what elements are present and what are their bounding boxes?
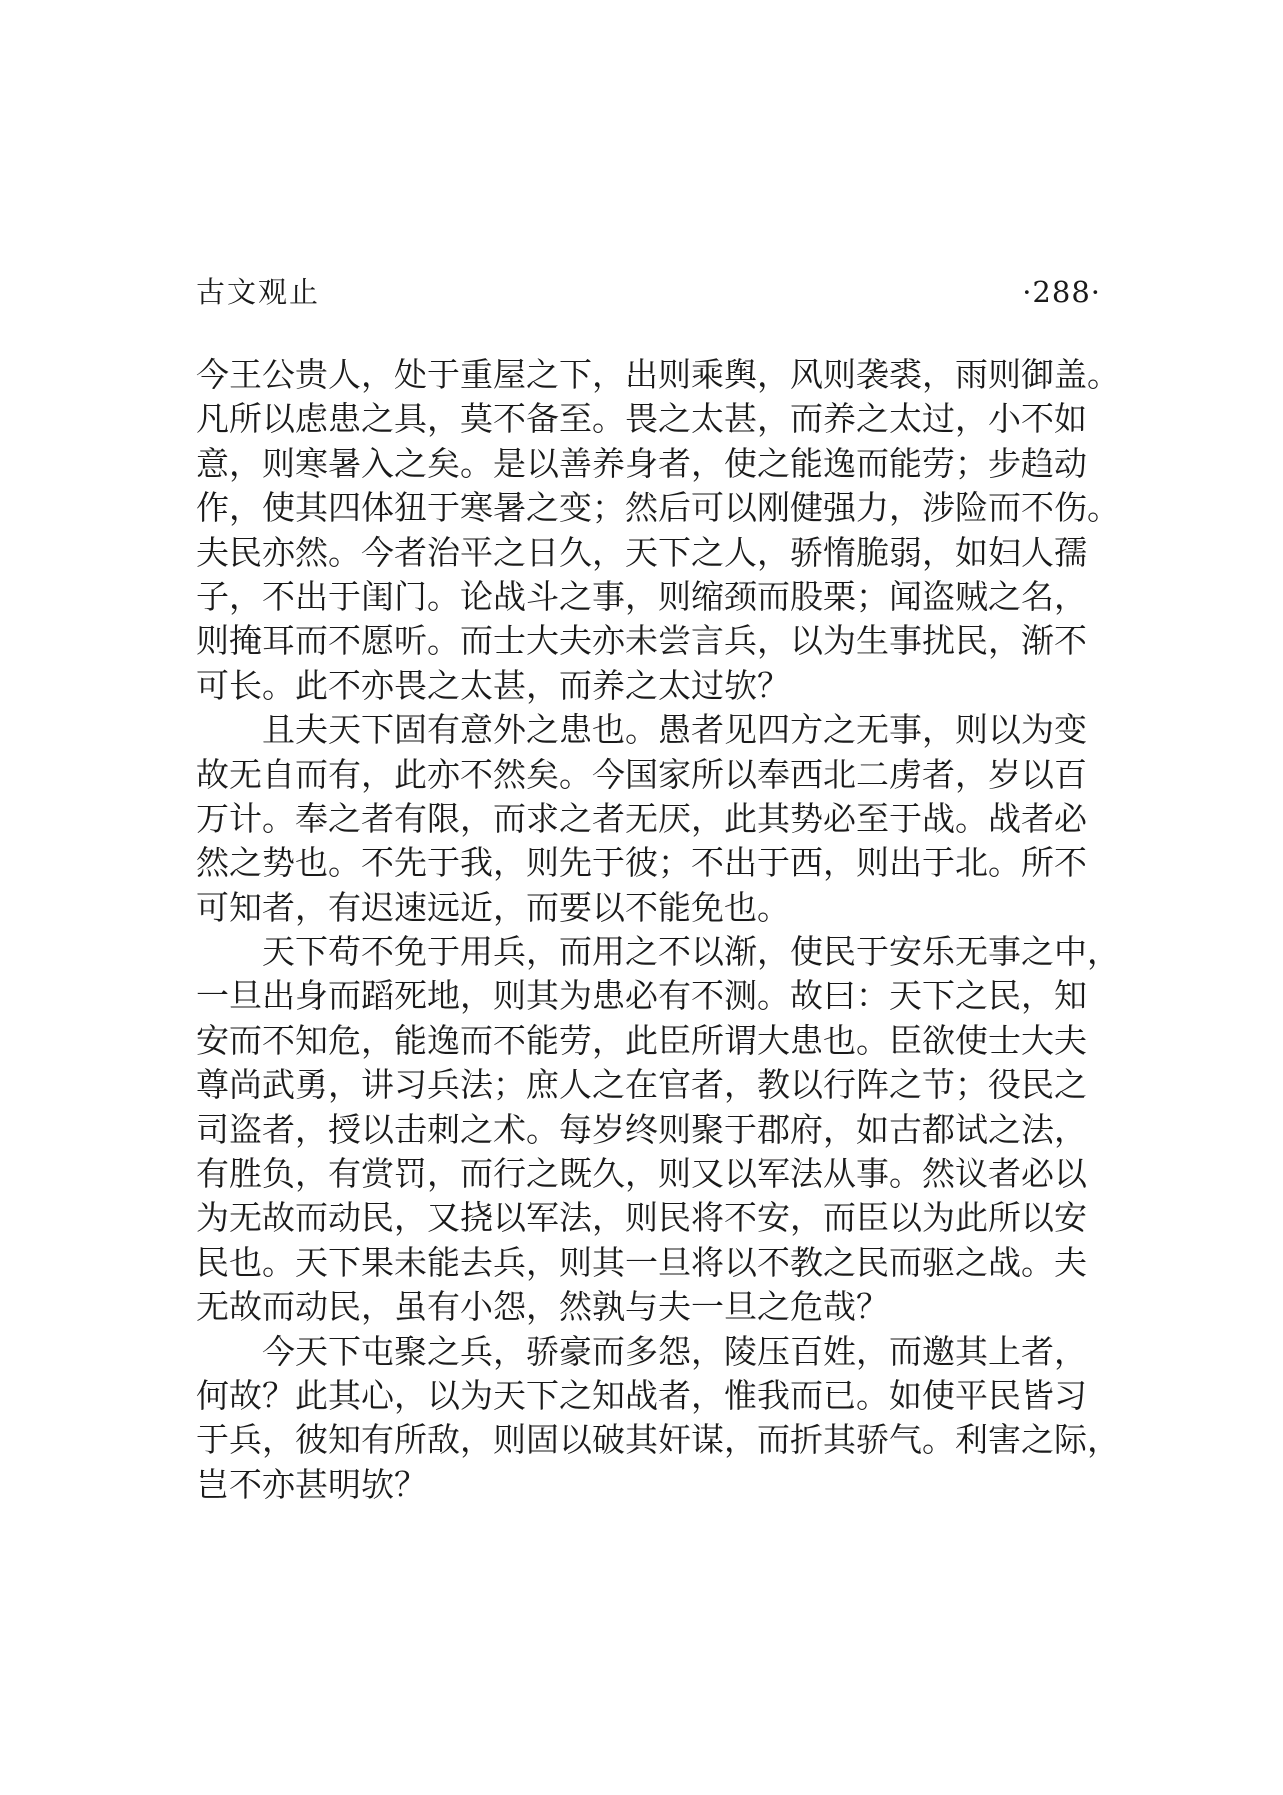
text-line: 可知者，有迟速远近，而要以不能免也。 [196, 887, 790, 927]
body-text [196, 353, 1120, 1507]
text-line: 且夫天下固有意外之患也。愚者见四方之无事，则以为变 [262, 710, 1087, 750]
text-line: 今王公贵人，处于重屋之下，出则乘舆，风则袭裘，雨则御盖。 [196, 355, 1120, 394]
text-line: 一旦出身而蹈死地，则其为患必有不测。故曰：天下之民，知 [196, 976, 1087, 1016]
text-line: 则掩耳而不愿听。而士大夫亦未尝言兵，以为生事扰民，渐不 [196, 621, 1087, 661]
text-line: 有胜负，有赏罚，而行之既久，则又以军法从事。然议者必以 [196, 1154, 1087, 1194]
page-number: ·288· [1022, 275, 1101, 309]
text-line: 然之势也。不先于我，则先于彼；不出于西，则出于北。所不 [196, 843, 1087, 883]
text-line: 夫民亦然。今者治平之日久，天下之人，骄惰脆弱，如妇人孺 [196, 532, 1087, 572]
text-line: 司盗者，授以击刺之术。每岁终则聚于郡府，如古都试之法， [196, 1109, 1087, 1149]
book-title: 古文观止 [196, 275, 321, 309]
text-line: 天下苟不免于用兵，而用之不以渐，使民于安乐无事之中， [262, 932, 1120, 972]
text-line: 意，则寒暑入之矣。是以善养身者，使之能逸而能劳；步趋动 [196, 443, 1087, 483]
text-line: 故无自而有，此亦不然矣。今国家所以奉西北二虏者，岁以百 [196, 754, 1087, 794]
text-line: 为无故而动民，又挠以军法，则民将不安，而臣以为此所以安 [196, 1198, 1087, 1238]
text-line: 可长。此不亦畏之太甚，而养之太过欤？ [196, 665, 790, 705]
text-line: 无故而动民，虽有小怨，然孰与夫一旦之危哉？ [196, 1287, 889, 1327]
text-line: 岂不亦甚明欤？ [196, 1464, 427, 1504]
text-line: 尊尚武勇，讲习兵法；庶人之在官者，教以行阵之节；役民之 [196, 1065, 1087, 1105]
text-line: 安而不知危，能逸而不能劳，此臣所谓大患也。臣欲使士大夫 [196, 1020, 1087, 1060]
text-line: 凡所以虑患之具，莫不备至。畏之太甚，而养之太过，小不如 [196, 399, 1087, 439]
text-line: 何故？此其心，以为天下之知战者，惟我而已。如使平民皆习 [196, 1375, 1087, 1415]
text-line: 民也。天下果未能去兵，则其一旦将以不教之民而驱之战。夫 [196, 1242, 1087, 1282]
text-line: 作，使其四体狃于寒暑之变；然后可以刚健强力，涉险而不伤。 [196, 488, 1120, 528]
text-line: 万计。奉之者有限，而求之者无厌，此其势必至于战。战者必 [196, 798, 1087, 838]
text-line: 于兵，彼知有所敌，则固以破其奸谋，而折其骄气。利害之际， [196, 1420, 1120, 1460]
text-line: 今天下屯聚之兵，骄豪而多怨，陵压百姓，而邀其上者， [262, 1331, 1087, 1371]
text-line: 子，不出于闺门。论战斗之事，则缩颈而股栗；闻盗贼之名， [196, 576, 1087, 616]
running-header [196, 272, 1101, 312]
